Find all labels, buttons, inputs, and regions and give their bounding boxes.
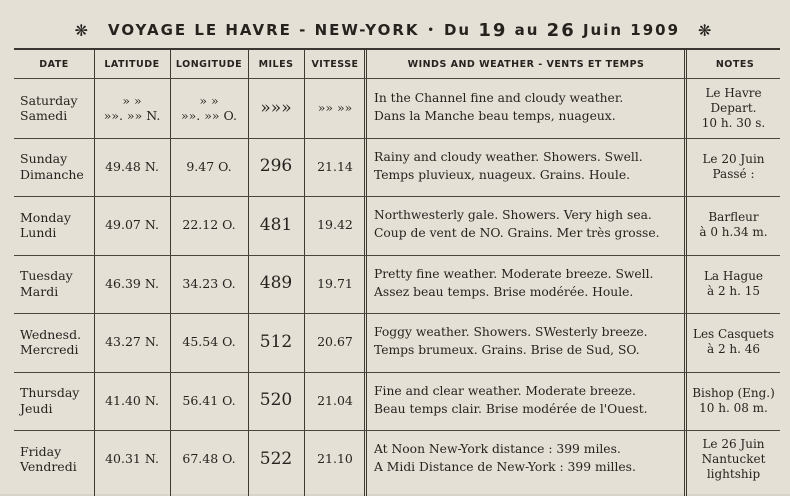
weather-cell xyxy=(366,314,692,371)
header-date: DATE xyxy=(39,58,69,70)
header-miles: MILES xyxy=(258,58,294,70)
latitude-cell: 40.31 N. xyxy=(105,451,159,467)
weather-cell xyxy=(366,139,692,196)
note-line: à 0 h.34 m. xyxy=(699,225,768,240)
weather-english: Rainy and cloudy weather. Showers. Swell. xyxy=(374,149,643,164)
day-french: Dimanche xyxy=(20,166,84,182)
weather-cell xyxy=(366,373,692,430)
weather-english: Foggy weather. Showers. SWesterly breeze. xyxy=(374,325,648,340)
day-english: Monday xyxy=(20,209,71,225)
header-notes: NOTES xyxy=(715,58,755,70)
weather-cell xyxy=(366,197,692,254)
longitude-cell: » » »». »» O. xyxy=(181,92,237,124)
longitude-cell: 56.41 O. xyxy=(182,392,236,408)
note-cell xyxy=(687,197,780,254)
day-french: Lundi xyxy=(20,225,57,241)
header-vitesse: VITESSE xyxy=(311,58,359,70)
page-title xyxy=(8,12,780,48)
day-cell xyxy=(14,256,100,313)
note-line: Le 20 Juin xyxy=(702,151,765,166)
right-star-icon: ❋ xyxy=(698,20,714,40)
vitesse-cell: »» »» xyxy=(317,100,353,116)
miles-cell: 489 xyxy=(259,273,293,294)
weather-english: At Noon New-York distance : 399 miles. xyxy=(374,442,621,457)
vitesse-cell: 20.67 xyxy=(317,334,353,350)
vitesse-cell: 19.71 xyxy=(317,275,353,291)
day-english: Wednesd. xyxy=(20,326,82,342)
note-line: Barfleur xyxy=(708,210,759,225)
day-cell xyxy=(14,80,100,137)
miles-cell: »»» xyxy=(260,97,292,118)
weather-cell xyxy=(366,256,692,313)
header-longitude: LONGITUDE xyxy=(175,58,243,70)
note-line: Le Havre xyxy=(705,85,762,100)
day-french: Jeudi xyxy=(20,400,53,416)
miles-cell: 520 xyxy=(259,390,293,411)
miles-cell: 481 xyxy=(259,214,293,235)
note-line: La Hague xyxy=(703,268,764,283)
weather-cell xyxy=(366,80,692,137)
day-cell xyxy=(14,197,100,254)
note-cell xyxy=(687,373,780,430)
note-line: Nantucket xyxy=(701,451,766,466)
day-french: Mardi xyxy=(20,283,59,299)
day-french: Mercredi xyxy=(20,342,79,358)
vitesse-cell: 21.04 xyxy=(317,392,353,408)
note-line: Depart. xyxy=(710,100,757,115)
header-divider xyxy=(14,78,780,79)
title-date-mid: au xyxy=(514,21,540,39)
note-line: lightship xyxy=(706,466,761,481)
header-weather: WINDS AND WEATHER - VENTS ET TEMPS xyxy=(407,58,645,70)
miles-cell: 512 xyxy=(259,331,293,352)
title-text: VOYAGE LE HAVRE - NEW-YORK xyxy=(107,21,420,39)
weather-english: In the Channel fine and cloudy weather. xyxy=(374,91,624,106)
day-french: Samedi xyxy=(20,108,68,124)
title-date-suffix: Juin 1909 xyxy=(582,21,681,39)
day-cell xyxy=(14,314,100,371)
note-cell xyxy=(687,80,780,137)
latitude-cell: » » »». »» N. xyxy=(103,92,161,124)
title-date-start: 19 xyxy=(478,19,508,41)
note-line: Bishop (Eng.) xyxy=(692,385,775,400)
weather-french: Assez beau temps. Brise modérée. Houle. xyxy=(374,284,634,299)
longitude-cell: 22.12 O. xyxy=(182,217,236,233)
latitude-cell: 49.07 N. xyxy=(105,217,159,233)
left-star-icon: ❋ xyxy=(74,20,90,40)
note-line: à 2 h. 46 xyxy=(706,342,761,357)
longitude-cell: 45.54 O. xyxy=(182,334,236,350)
weather-english: Pretty fine weather. Moderate breeze. Swell. xyxy=(374,266,654,281)
title-date-prefix: Du xyxy=(443,21,472,39)
day-english: Friday xyxy=(20,443,62,459)
day-french: Vendredi xyxy=(20,459,77,475)
day-english: Tuesday xyxy=(20,268,73,284)
longitude-cell: 67.48 O. xyxy=(182,451,236,467)
day-english: Thursday xyxy=(20,385,80,401)
title-date-end: 26 xyxy=(546,19,576,41)
miles-cell: 296 xyxy=(259,156,293,177)
vitesse-cell: 21.14 xyxy=(317,158,353,174)
note-cell xyxy=(687,256,780,313)
day-cell xyxy=(14,431,100,488)
note-line: 10 h. 30 s. xyxy=(701,115,766,130)
vitesse-cell: 19.42 xyxy=(317,217,353,233)
latitude-cell: 41.40 N. xyxy=(105,392,159,408)
note-line: Le 26 Juin xyxy=(702,436,765,451)
note-line: à 2 h. 15 xyxy=(706,283,761,298)
weather-french: Beau temps clair. Brise modérée de l'Ouest. xyxy=(374,401,648,416)
day-english: Saturday xyxy=(20,92,78,108)
weather-cell xyxy=(366,431,692,488)
longitude-cell: 9.47 O. xyxy=(186,158,232,174)
weather-english: Northwesterly gale. Showers. Very high sea. xyxy=(374,208,652,223)
header-latitude: LATITUDE xyxy=(104,58,160,70)
vitesse-cell: 21.10 xyxy=(317,451,353,467)
note-line: 10 h. 08 m. xyxy=(699,400,768,415)
weather-french: Temps pluvieux, nuageux. Grains. Houle. xyxy=(374,167,631,182)
latitude-cell: 49.48 N. xyxy=(105,158,159,174)
weather-french: Dans la Manche beau temps, nuageux. xyxy=(374,109,616,124)
day-english: Sunday xyxy=(20,151,68,167)
note-cell xyxy=(687,431,780,488)
note-line: Passé : xyxy=(712,166,755,181)
longitude-cell: 34.23 O. xyxy=(182,275,236,291)
note-line: Les Casquets xyxy=(692,327,775,342)
voyage-table xyxy=(14,48,780,496)
note-cell xyxy=(687,314,780,371)
note-cell xyxy=(687,139,780,196)
title-separator-icon: • xyxy=(427,24,436,36)
latitude-cell: 46.39 N. xyxy=(105,275,159,291)
weather-english: Fine and clear weather. Moderate breeze. xyxy=(374,383,636,398)
day-cell xyxy=(14,373,100,430)
miles-cell: 522 xyxy=(259,448,293,469)
weather-french: Temps brumeux. Grains. Brise de Sud, SO. xyxy=(374,343,640,358)
weather-french: A Midi Distance de New-York : 399 milles. xyxy=(374,460,636,475)
weather-french: Coup de vent de NO. Grains. Mer très grosse. xyxy=(374,226,660,241)
latitude-cell: 43.27 N. xyxy=(105,334,159,350)
day-cell xyxy=(14,139,100,196)
